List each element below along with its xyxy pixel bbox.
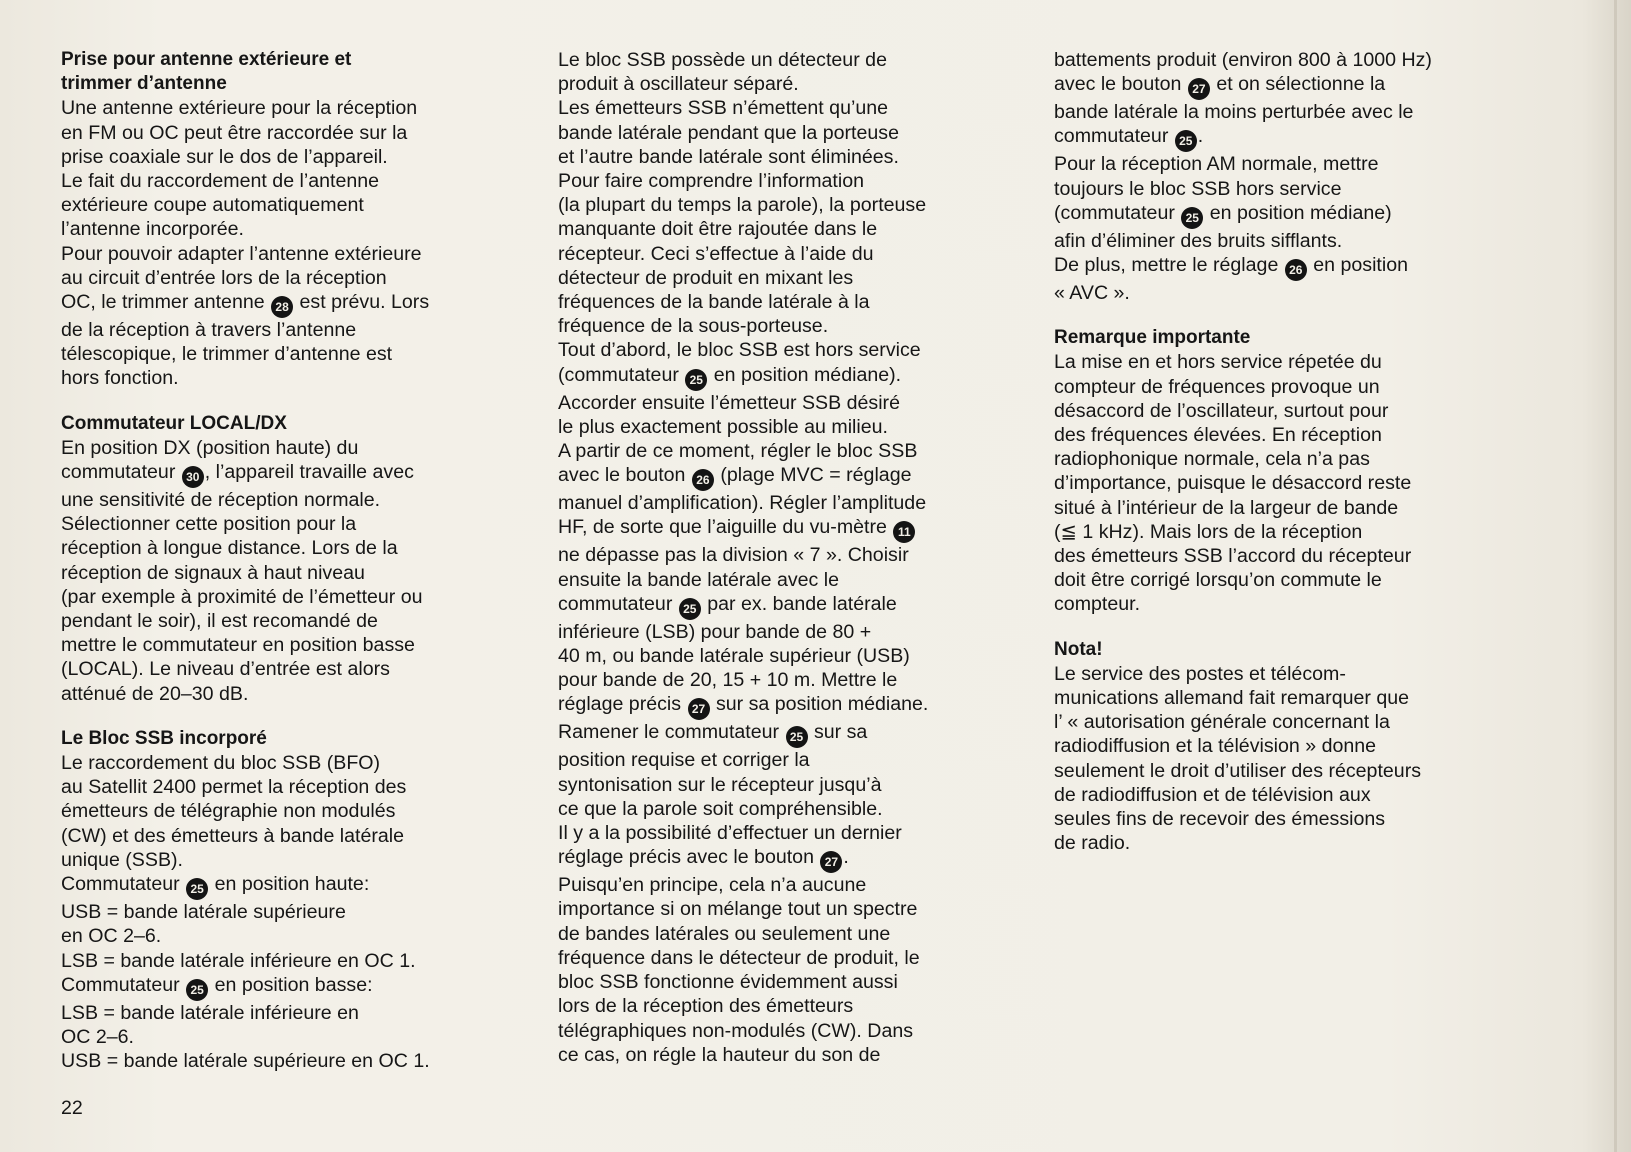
paragraph-antenne: Une antenne extérieure pour la réception en FM ou OC peut être raccordée sur la prise coaxiale sur le dos de l’appareil. Le fait du raccordement de l’antenne extérieure coupe automatiquement l’antenne incorporée. Pour pouvoir adapter l’antenne extérieure au circuit d’entrée lors de la réception OC, le trimmer antenne 28 est prévu. Lors de la réception à travers l’antenne télescopique, le trimmer d’antenne est hors fonction.: [61, 97, 430, 390]
paragraph-ssb-continued: battements produit (environ 800 à 1000 Hz) avec le bouton 27 et on sélectionne la bande latérale la moins perturbée avec le commutateur 25 . Pour la réception AM normale, mettre toujours le bloc SSB hors service (commutateur 25 en position médiane) afin d’éliminer des bruits sifflants. De plus, mettre le réglage 26 en position « AVC ».: [1054, 49, 1432, 305]
callout-number-icon: 27: [820, 851, 842, 873]
callout-number-icon: 25: [786, 726, 808, 748]
heading-local-dx: Commutateur LOCAL/DX: [61, 412, 287, 434]
callout-number-icon: 11: [893, 521, 915, 543]
column-left: [61, 48, 541, 1073]
callout-number-icon: 26: [1285, 259, 1307, 281]
paragraph-ssb-detail: Le bloc SSB possède un détecteur de produit à oscillateur séparé. Les émetteurs SSB n’émettent qu’une bande latérale pendant que la porteuse et l’autre bande latérale sont éliminées. Pour faire comprendre l’information (la plupart du temps la parole), la porteuse manquante doit être rajoutée dans le récepteur. Ceci s’effectue à l’aide du détecteur de produit en mixant les fréquences de la bande latérale à la fréquence de la sous-porteuse. Tout d’abord, le bloc SSB est hors service (commutateur 25 en position médiane). Accorder ensuite l’émetteur SSB désiré le plus exactement possible au milieu. A partir de ce moment, régler le bloc SSB avec le bouton 26 (plage MVC = réglage manuel d’amplification). Régler l’amplitude HF, de sorte que l’aiguille du vu-mètre 11 ne dépasse pas la division « 7 ». Choisir ensuite la bande latérale avec le commutateur 25 par ex. bande latérale inférieure (LSB) pour bande de 80 + 40 m, ou bande latérale supérieur (USB) pour bande de 20, 15 + 10 m. Mettre le réglage précis 27 sur sa position médiane. Ramener le commutateur 25 sur sa position requise et corriger la syntonisation sur le récepteur jusqu’à ce que la parole soit compréhensible. Il y a la possibilité d’effectuer un dernier réglage précis avec le bouton 27 . Puisqu’en principe, cela n’a aucune importance si on mélange tout un spectre de bandes latérales ou seulement une fréquence dans le détecteur de produit, le bloc SSB fonctionne évidemment aussi lors de la réception des émetteurs télégraphiques non-modulés (CW). Dans ce cas, on régle la hauteur du son de: [558, 49, 929, 1066]
callout-number-icon: 25: [186, 878, 208, 900]
page-spine-edge: [1614, 0, 1617, 1152]
paragraph-nota: Le service des postes et télécom- munications allemand fait remarquer que l’ « autorisation générale concernant la radiodiffusion et la télévision » donne seulement le droit d’utiliser des récepteurs de radiodiffusion et de télévision aux seules fins de recevoir des émessions de radio.: [1054, 662, 1422, 855]
heading-remarque: Remarque importante: [1054, 327, 1251, 349]
heading-nota: Nota!: [1054, 638, 1103, 660]
paragraph-bloc-ssb: Le raccordement du bloc SSB (BFO) au Satellit 2400 permet la réception des émetteurs de télégraphie non modulés (CW) et des émetteurs à bande latérale unique (SSB). Commutateur 25 en position haute: USB = bande latérale supérieure en OC 2–6. LSB = bande latérale inférieure en OC 1. Commutateur 25 en position basse: LSB = bande latérale inférieure en OC 2–6. USB = bande latérale supérieure en OC 1.: [61, 752, 430, 1073]
paragraph-local-dx: En position DX (position haute) du commutateur 30 , l’appareil travaille avec une sensitivité de réception normale. Sélectionner cette position pour la réception à longue distance. Lors de la réception de signaux à haut niveau (par exemple à proximité de l’émetteur ou pendant le soir), il est recomandé de mettre le commutateur en position basse (LOCAL). Le niveau d’entrée est alors atténué de 20–30 dB.: [61, 436, 423, 705]
heading-bloc-ssb: Le Bloc SSB incorporé: [61, 727, 267, 749]
column-right: [1054, 48, 1534, 855]
heading-antenne: Prise pour antenne extérieure et trimmer d’antenne: [61, 49, 352, 95]
page-number: 22: [61, 1097, 83, 1119]
callout-number-icon: 27: [688, 698, 710, 720]
callout-number-icon: 25: [1181, 207, 1203, 229]
callout-number-icon: 25: [1175, 130, 1197, 152]
callout-number-icon: 30: [182, 466, 204, 488]
callout-number-icon: 25: [685, 369, 707, 391]
column-middle: [558, 48, 1028, 1067]
callout-number-icon: 28: [271, 296, 293, 318]
callout-number-icon: 25: [679, 598, 701, 620]
callout-number-icon: 25: [186, 979, 208, 1001]
callout-number-icon: 26: [692, 469, 714, 491]
paragraph-remarque: La mise en et hors service répetée du compteur de fréquences provoque un désaccord de l’oscillateur, surtout pour des fréquences élevées. En réception radiophonique normale, cela n’a pas d’importance, puisque le désaccord reste situé à l’intérieur de la largeur de bande (≦ 1 kHz). Mais lors de la réception des émetteurs SSB l’accord du récepteur doit être corrigé lorsqu’on commute le compteur.: [1054, 351, 1412, 616]
callout-number-icon: 27: [1188, 78, 1210, 100]
